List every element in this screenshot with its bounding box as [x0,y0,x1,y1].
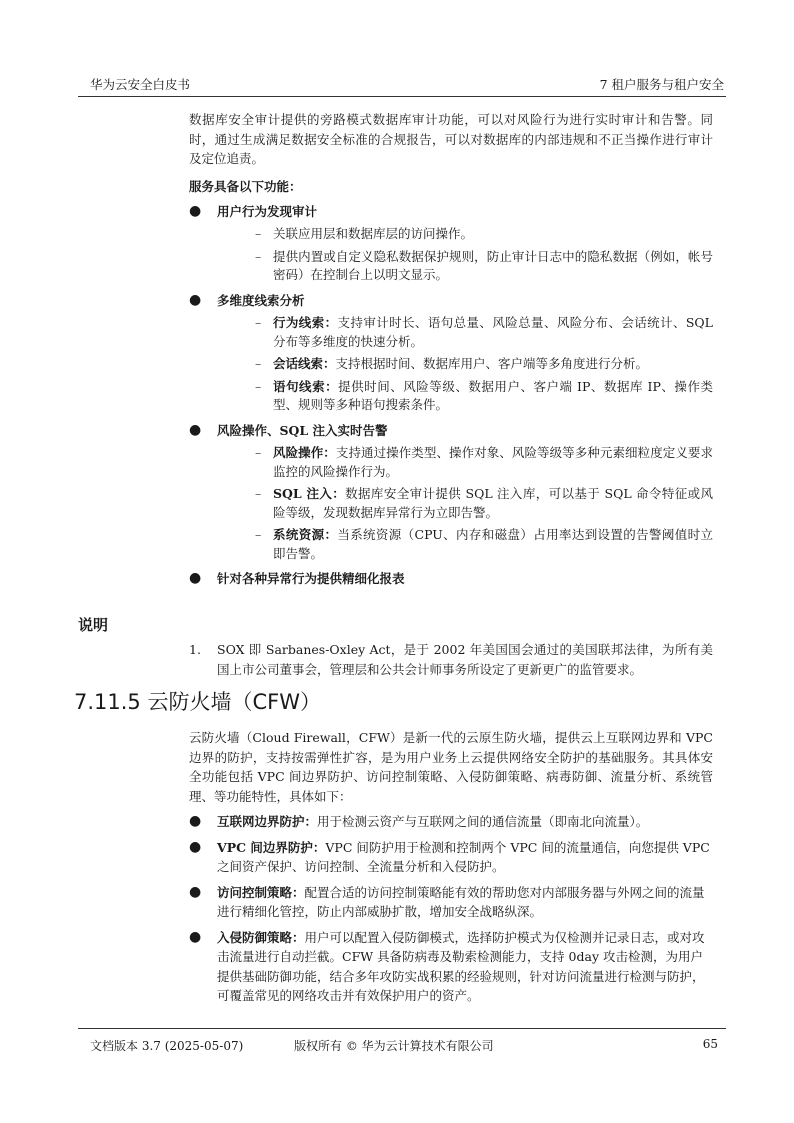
sub-text: 支持通过操作类型、操作对象、风险等级等多种元素细粒度定义要求监控的风险操作行为。 [273,445,713,479]
sub-text: 支持审计时长、语句总量、风险总量、风险分布、会话统计、SQL 分布等多维度的快速分析。 [273,315,713,349]
bullet-icon: ● [189,813,202,829]
feature-title: 针对各种异常行为提供精细化报表 [217,571,405,586]
sub-text: 关联应用层和数据库层的访问操作。 [273,226,474,241]
bullet-icon: ● [189,421,202,438]
bullet-icon: ● [189,291,202,308]
sub-list [217,444,713,563]
feature-list [189,202,713,589]
cfw-section [189,728,713,1006]
dash-icon: – [255,248,262,264]
feature-title: 用户行为发现审计 [217,203,318,219]
sub-list [217,314,713,415]
feature-title: 风险操作、SQL 注入实时告警 [217,422,388,438]
note-list [189,640,713,679]
page-footer [78,1028,726,1053]
sub-item [217,355,713,374]
dash-icon: – [255,226,262,241]
header-doc-title: 华为云安全白皮书 [90,77,191,92]
sub-text: 数据库安全审计提供 SQL 注入库，可以基于 SQL 命令特征或风险等级，发现数据库异常行为立即告警。 [273,486,713,520]
cfw-label: 互联网边界防护： [217,814,318,829]
bullet-icon: ● [189,570,202,586]
sub-label: 风险操作： [273,445,336,460]
sub-label: 会话线索： [273,356,336,371]
sub-item [217,314,713,351]
sub-item [217,485,713,522]
sub-label: SQL 注入： [273,486,346,501]
footer-version: 文档版本 3.7 (2025-05-07) [90,1039,244,1053]
sub-label: 系统资源： [273,527,338,542]
sub-item [217,526,713,563]
intro-paragraph: 数据库安全审计提供的旁路模式数据库审计功能，可以对风险行为进行实时审计和告警。同时，通过生成满足数据安全标准的合规报告，可以对数据库的内部违规和不正当操作进行审计及定位追责。 [189,112,713,166]
note-text: SOX 即 Sarbanes-Oxley Act，是于 2002 年美国国会通过的美国联邦法律，为所有美国上市公司董事会，管理层和公共会计师事务所设定了更新更广的监管要求。 [217,642,713,677]
cfw-label: VPC 间边界防护： [217,839,326,855]
cfw-list [189,812,713,1006]
header-chapter: 7 租户服务与租户安全 [599,77,724,92]
sub-text: 当系统资源（CPU、内存和磁盘）占用率达到设置的告警阈值时立即告警。 [273,527,713,561]
sub-text: 支持根据时间、数据库用户、客户端等多角度进行分析。 [335,356,649,371]
cfw-item [189,928,713,1006]
cfw-text: 用于检测云资产与互联网之间的通信流量（即南北向流量）。 [317,814,649,829]
dash-icon: – [255,378,262,394]
feature-title: 多维度线索分析 [217,292,305,308]
dash-icon: – [255,315,262,330]
dash-icon: – [255,486,262,501]
footer-page-number: 65 [702,1037,718,1051]
bullet-icon: ● [189,838,202,855]
section-title: 7.11.5 云防火墙（CFW） [74,690,321,714]
footer-copyright: 版权所有 © 华为云计算技术有限公司 [294,1039,494,1053]
cfw-item [189,812,713,832]
sub-item [217,378,713,415]
cfw-item [189,838,713,877]
bullet-icon: ● [189,202,202,219]
bullet-icon: ● [189,883,202,900]
note-number: 1. [189,642,201,657]
cfw-text: VPC 间防护用于检测和控制两个 VPC 间的流量通信，向您提供 VPC 之间资产保护、访问控制、全流量分析和入侵防护。 [217,839,710,874]
cfw-intro: 云防火墙（Cloud Firewall，CFW）是新一代的云原生防火墙，提供云上互联网边界和 VPC 边界的防护，支持按需弹性扩容，是为用户业务上云提供网络安全防护的基础服务。其具体安全功能包括 VPC 间边界防护、访问控制策略、入侵防御策略、病毒防御、流量分析、系统管理、等功能特性，具体如下： [189,730,713,804]
cfw-label: 入侵防御策略： [217,929,305,945]
dash-icon: – [255,527,262,542]
sub-item [217,248,713,285]
cfw-text: 用户可以配置入侵防御模式，选择防护模式为仅检测并记录日志，或对攻击流量进行自动拦截。CFW 具备防病毒及勒索检测能力，支持 0day 攻击检测，为用户提供基础防御功能，结合多年攻防实战积累的经验规则，针对访问流量进行检测与防护，可覆盖常见的网络攻击并有效保护用户的资产。 [217,929,705,1003]
sub-label: 行为线索： [273,315,338,330]
sub-item [217,225,713,244]
services-heading: 服务具备以下功能： [189,178,302,194]
sub-list [217,225,713,285]
bullet-icon: ● [189,928,202,945]
dash-icon: – [255,445,262,460]
note-item [189,640,713,679]
feature-item [189,421,713,564]
sub-text: 提供时间、风险等级、数据用户、客户端 IP、数据库 IP、操作类型、规则等多种语句搜索条件。 [273,378,713,412]
page-header [78,76,726,97]
dbaudit-section [189,110,713,589]
dash-icon: – [255,356,262,371]
cfw-text: 配置合适的访问控制策略能有效的帮助您对内部服务器与外网之间的流量进行精细化管控，防止内部威胁扩散，增加安全战略纵深。 [217,884,705,919]
sub-label: 语句线索： [273,378,339,394]
sub-text: 提供内置或自定义隐私数据保护规则，防止审计日志中的隐私数据（例如，帐号密码）在控制台上以明文显示。 [273,248,713,282]
cfw-label: 访问控制策略： [217,884,305,900]
cfw-item [189,883,713,922]
feature-item [189,569,713,589]
feature-item [189,291,713,415]
sub-item [217,444,713,481]
note-heading: 说明 [78,616,109,634]
feature-item [189,202,713,285]
